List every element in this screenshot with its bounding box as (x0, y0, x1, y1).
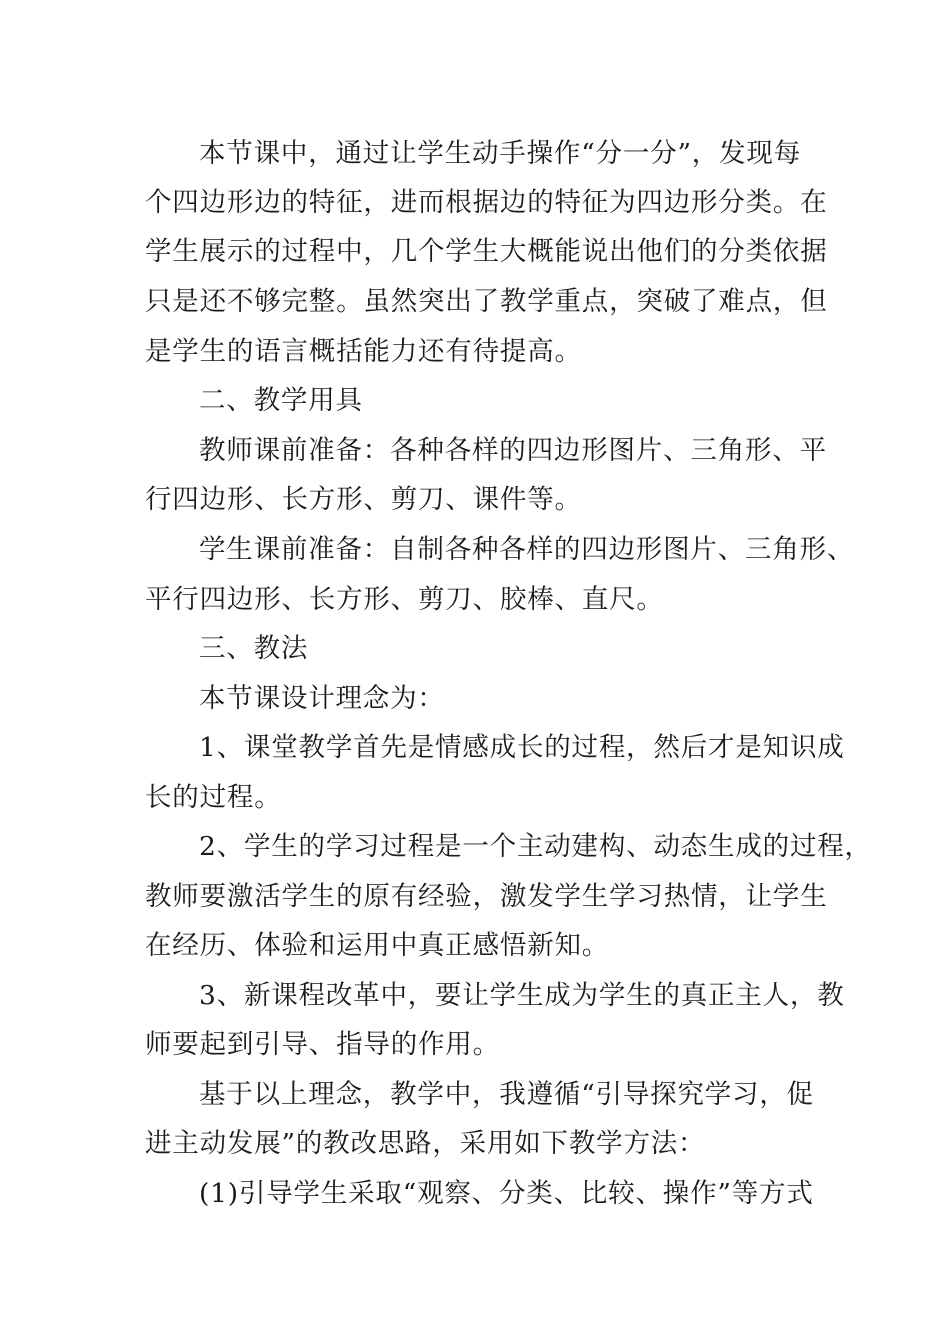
paragraph-line: 学生展示的过程中，几个学生大概能说出他们的分类依据 (145, 236, 828, 267)
paragraph-line: 在经历、体验和运用中真正感悟新知。 (145, 930, 610, 961)
paragraph-line: 长的过程。 (145, 782, 282, 813)
section-heading: 二、教学用具 (199, 385, 363, 416)
paragraph-line: (1)引导学生采取“观察、分类、比较、操作”等方式 (199, 1178, 814, 1209)
paragraph-line: 本节课设计理念为： (199, 683, 445, 714)
paragraph-line: 1、课堂教学首先是情感成长的过程，然后才是知识成 (199, 732, 845, 763)
paragraph-line: 3、新课程改革中，要让学生成为学生的真正主人，教 (199, 980, 845, 1011)
paragraph-line: 个四边形边的特征，进而根据边的特征为四边形分类。在 (145, 187, 828, 218)
paragraph-line: 基于以上理念，教学中，我遵循“引导探究学习，促 (199, 1079, 814, 1110)
section-heading: 三、教法 (199, 633, 309, 664)
paragraph-line: 进主动发展”的教改思路，采用如下教学方法： (145, 1128, 706, 1159)
paragraph-line: 师要起到引导、指导的作用。 (145, 1029, 500, 1060)
paragraph-line: 本节课中，通过让学生动手操作“分一分”，发现每 (199, 138, 801, 169)
paragraph-line: 2、学生的学习过程是一个主动建构、动态生成的过程， (199, 831, 872, 862)
paragraph-line: 行四边形、长方形、剪刀、课件等。 (145, 484, 582, 515)
paragraph-line: 教师课前准备：各种各样的四边形图片、三角形、平 (199, 435, 827, 466)
paragraph-line: 是学生的语言概括能力还有待提高。 (145, 336, 582, 367)
paragraph-line: 教师要激活学生的原有经验，激发学生学习热情，让学生 (145, 881, 828, 912)
paragraph-line: 学生课前准备：自制各种各样的四边形图片、三角形、 (199, 534, 855, 565)
paragraph-line: 只是还不够完整。虽然突出了教学重点，突破了难点，但 (145, 286, 828, 317)
paragraph-line: 平行四边形、长方形、剪刀、胶棒、直尺。 (145, 584, 664, 615)
